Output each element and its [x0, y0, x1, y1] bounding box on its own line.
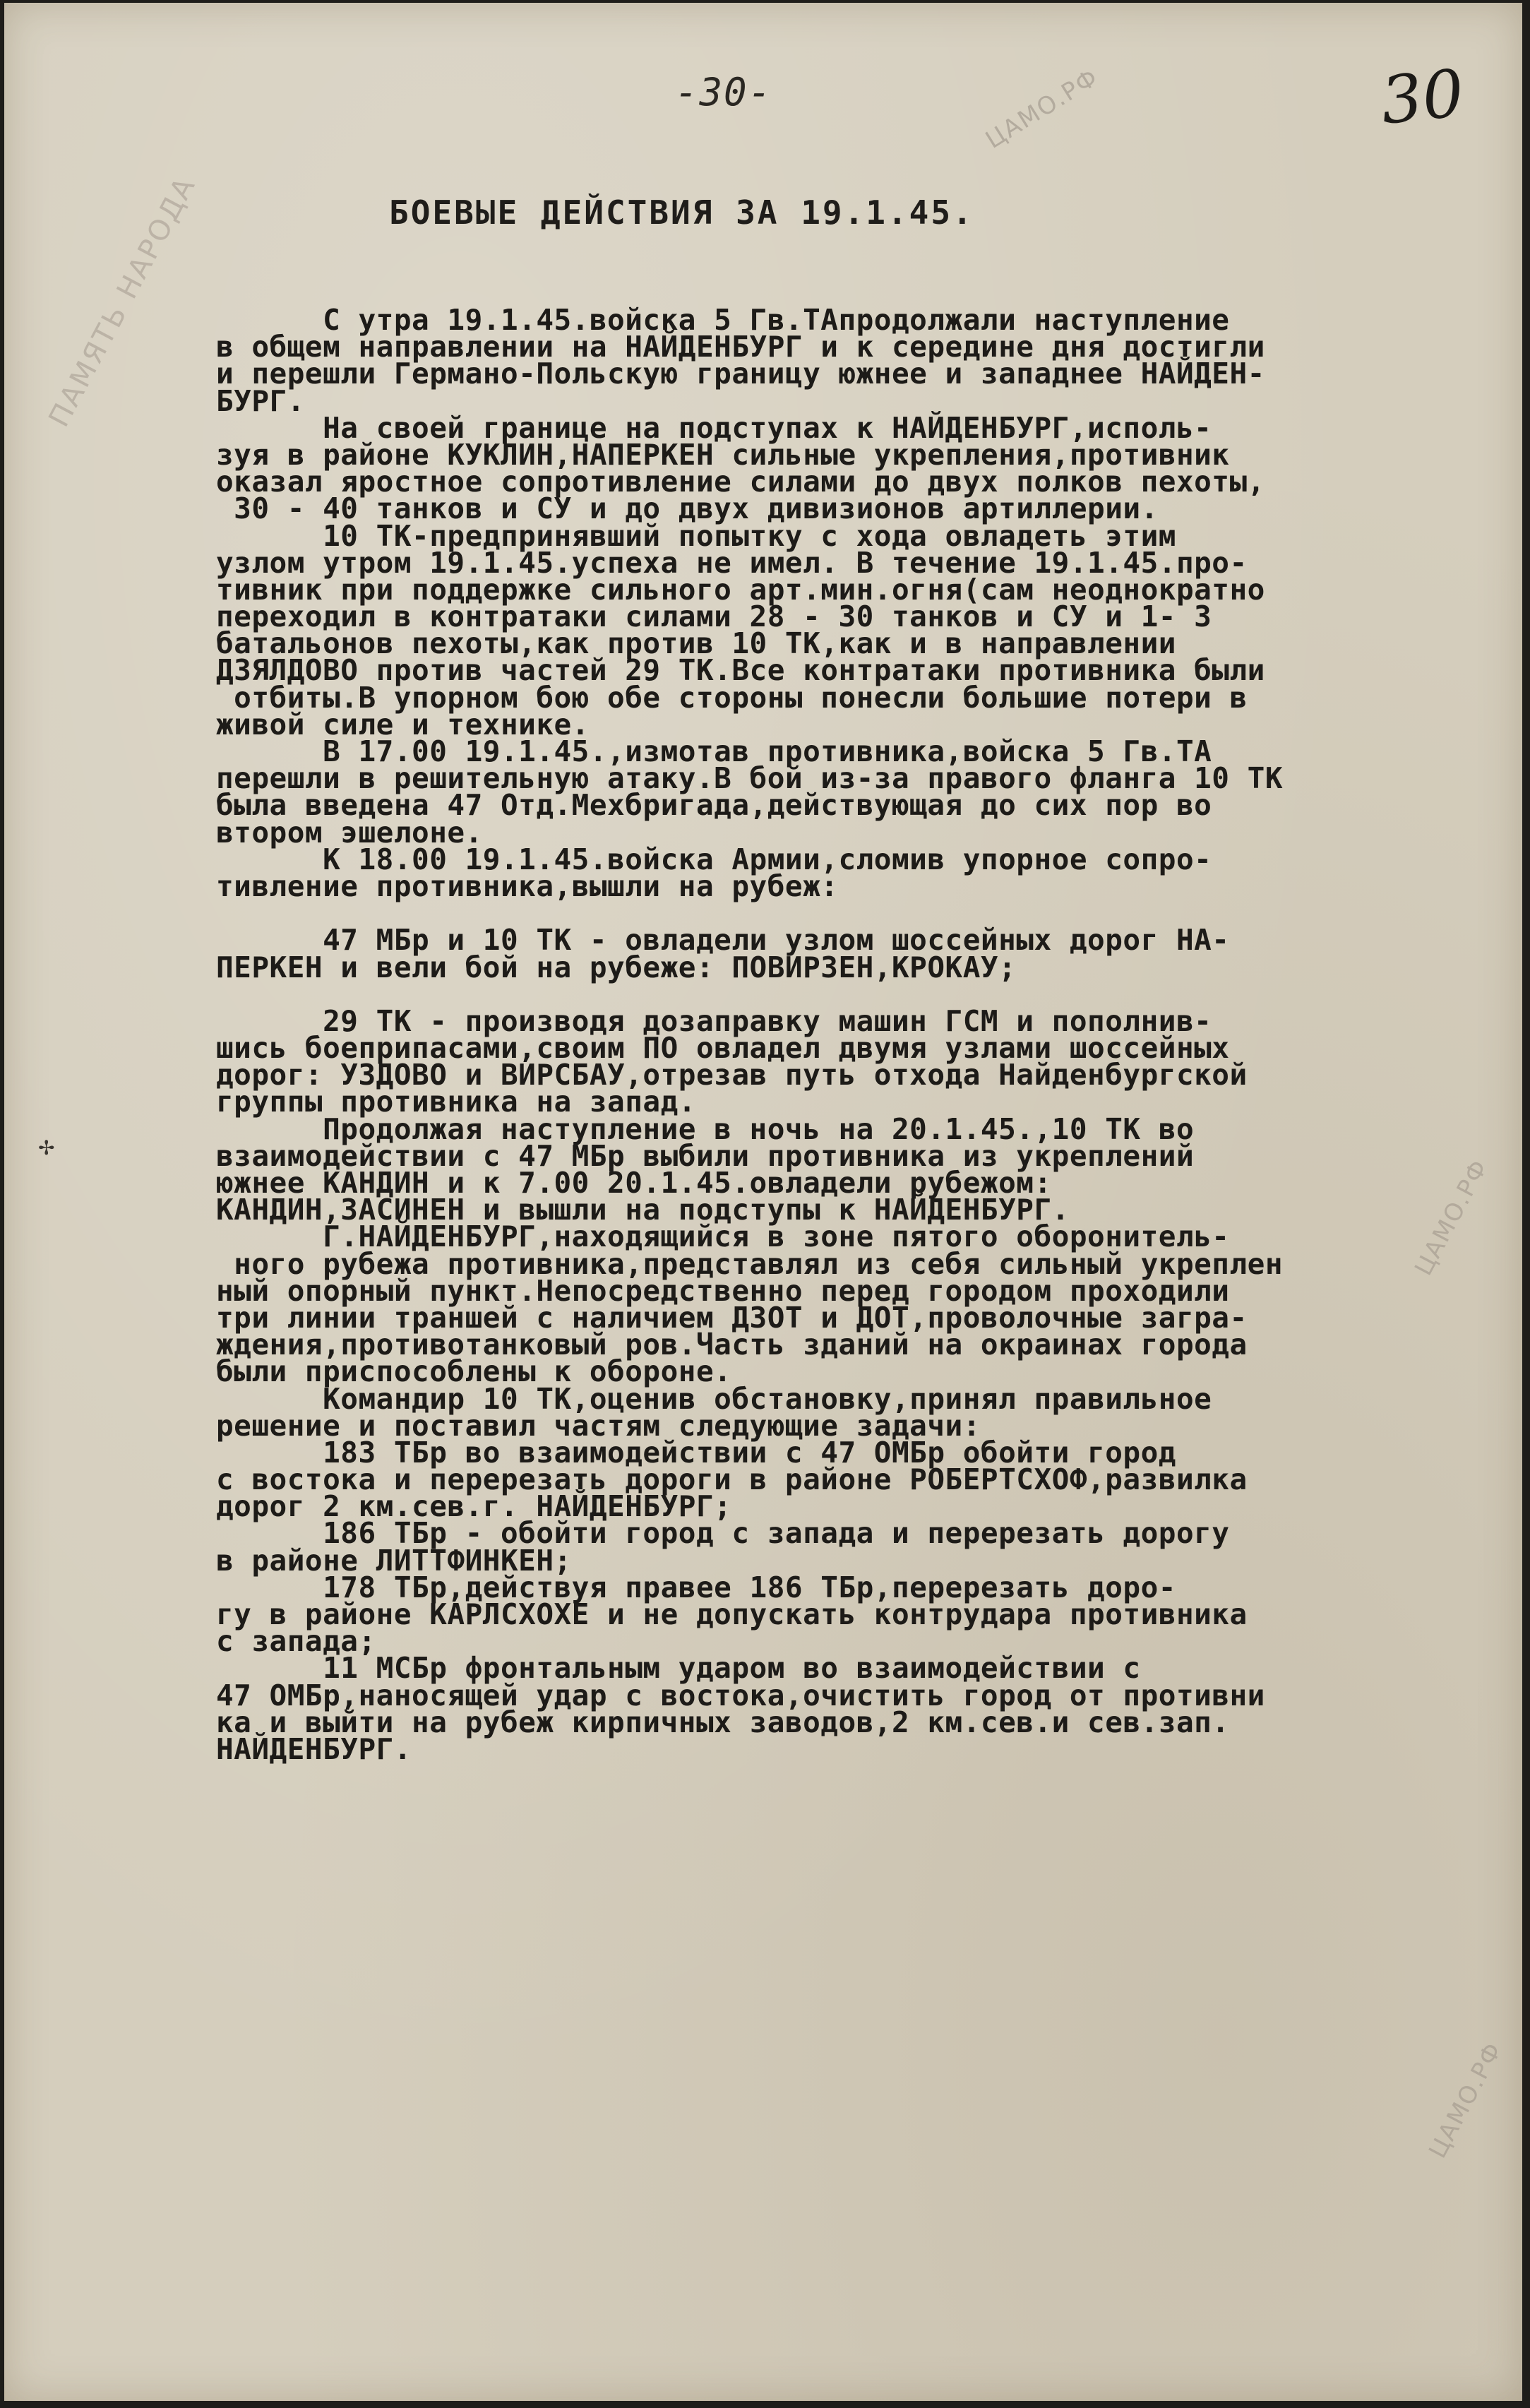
text-line: 11 МСБр фронтальным ударом во взаимодействии с	[216, 1651, 1141, 1686]
text-line: Г.НАЙДЕНБУРГ,находящийся в зоне пятого оборонитель-	[216, 1220, 1230, 1254]
text-line: ждения,противотанковый ров.Часть зданий на окраинах города	[216, 1328, 1248, 1362]
text-line: дорог 2 км.сев.г. НАЙДЕНБУРГ;	[216, 1489, 732, 1524]
text-line: гу в районе КАРЛСХОХЕ и не допускать контрудара противника	[216, 1597, 1248, 1631]
text-line: переходил в контратаки силами 28 - 30 танков и СУ и 1- 3	[216, 600, 1212, 634]
text-line: и перешли Германо-Польскую границу южнее и западнее НАЙДЕН-	[216, 357, 1265, 391]
text-line: решение и поставил частям следующие задачи:	[216, 1408, 981, 1443]
text-line: взаимодействии с 47 МБр выбили противника из укреплений	[216, 1138, 1195, 1173]
text-line: 10 ТК-предпринявший попытку с хода овладеть этим	[216, 518, 1176, 553]
text-line: 178 ТБр,действуя правее 186 ТБр,перерезать доро-	[216, 1570, 1176, 1604]
text-line: тивление противника,вышли на рубеж:	[216, 869, 839, 903]
text-line: 47 МБр и 10 ТК - овладели узлом шоссейных дорог НА-	[216, 923, 1230, 958]
text-line: ного рубежа противника,представлял из себя сильный укреплен	[216, 1246, 1284, 1281]
document-body	[216, 303, 1480, 1766]
text-line: три линии траншей с наличием ДЗОТ и ДОТ,проволочные загра-	[216, 1300, 1248, 1335]
text-line: живой силе и технике.	[216, 707, 590, 741]
archive-watermark-right: ЦАМО.РФ	[1409, 1154, 1495, 1281]
text-line: дорог: УЗДОВО и ВИРСБАУ,отрезав путь отхода Найденбургской	[216, 1058, 1248, 1092]
text-line: С утра 19.1.45.войска 5 Гв.ТАпродолжали наступление	[216, 303, 1230, 337]
page-number: -30-	[675, 70, 773, 114]
text-line: На своей границе на подступах к НАЙДЕНБУРГ,исполь-	[216, 410, 1212, 445]
document-sheet	[4, 3, 1522, 2401]
text-line: В 17.00 19.1.45.,измотав противника,войска 5 Гв.ТА	[216, 734, 1212, 768]
text-line: в общем направлении на НАЙДЕНБУРГ и к середине дня достигли	[216, 330, 1265, 364]
text-line: тивник при поддержке сильного арт.мин.огня(сам неоднократно	[216, 572, 1265, 607]
text-line: отбиты.В упорном бою обе стороны понесли большие потери в	[216, 680, 1248, 715]
text-line: 186 ТБр - обойти город с запада и перерезать дорогу	[216, 1516, 1230, 1551]
text-line: были приспособлены к обороне.	[216, 1354, 732, 1389]
side-watermark: ПАМЯТЬ НАРОДА	[42, 170, 203, 433]
text-line: оказал яростное сопротивление силами до двух полков пехоты,	[216, 465, 1265, 499]
text-line: НАЙДЕНБУРГ.	[216, 1732, 412, 1766]
handwritten-folio-number: 30	[1377, 55, 1468, 139]
text-line: 29 ТК - производя дозаправку машин ГСМ и пополнив-	[216, 1003, 1212, 1038]
text-line: с запада;	[216, 1624, 376, 1659]
text-line: ка и выйти на рубеж кирпичных заводов,2 км.сев.и сев.зап.	[216, 1705, 1230, 1739]
text-line: с востока и перерезать дороги в районе РОБЕРТСХОФ,развилка	[216, 1462, 1248, 1497]
text-line: перешли в решительную атаку.В бой из-за правого фланга 10 ТК	[216, 761, 1284, 796]
archive-watermark-right-lower: ЦАМО.РФ	[1423, 2037, 1509, 2164]
text-line: группы противника на запад.	[216, 1085, 696, 1119]
text-line: узлом утром 19.1.45.успеха не имел. В течение 19.1.45.про-	[216, 545, 1248, 580]
text-line: в районе ЛИТТФИНКЕН;	[216, 1543, 572, 1578]
text-line: зуя в районе КУКЛИН,НАПЕРКЕН сильные укрепления,противник	[216, 437, 1230, 472]
text-line: южнее КАНДИН и к 7.00 20.1.45.овладели рубежом:	[216, 1166, 1052, 1200]
text-line: КАНДИН,ЗАСИНЕН и вышли на подступы к НАЙДЕНБУРГ.	[216, 1193, 1070, 1227]
text-line: шись боеприпасами,своим ПО овладел двумя узлами шоссейных	[216, 1031, 1230, 1066]
text-line: БУРГ.	[216, 383, 305, 418]
text-line: батальонов пехоты,как против 10 ТК,как и в направлении	[216, 626, 1176, 661]
text-line: ный опорный пункт.Непосредственно перед городом проходили	[216, 1273, 1230, 1308]
text-line: втором эшелоне.	[216, 815, 483, 850]
text-line: Продолжая наступление в ночь на 20.1.45.,10 ТК во	[216, 1111, 1195, 1146]
text-line: ПЕРКЕН и вели бой на рубеже: ПОВИРЗЕН,КРОКАУ;	[216, 950, 1017, 984]
text-line: 183 ТБр во взаимодействии с 47 ОМБр обойти город	[216, 1435, 1176, 1470]
text-line: Командир 10 ТК,оценив обстановку,принял правильное	[216, 1381, 1212, 1416]
document-title: БОЕВЫЕ ДЕЙСТВИЯ ЗА 19.1.45.	[389, 193, 974, 232]
text-line: 30 - 40 танков и СУ и до двух дивизионов артиллерии.	[216, 491, 1159, 526]
text-line: 47 ОМБр,наносящей удар с востока,очистить город от противни	[216, 1678, 1265, 1712]
text-line: ДЗЯЛДОВО против частей 29 ТК.Все контратаки противника были	[216, 653, 1265, 688]
text-line: К 18.00 19.1.45.войска Армии,сломив упорное сопро-	[216, 842, 1212, 876]
text-line: была введена 47 Отд.Мехбригада,действующая до сих пор во	[216, 788, 1212, 823]
archive-watermark: ЦАМО.РФ	[981, 63, 1104, 155]
margin-mark: ✢	[38, 1136, 55, 1160]
